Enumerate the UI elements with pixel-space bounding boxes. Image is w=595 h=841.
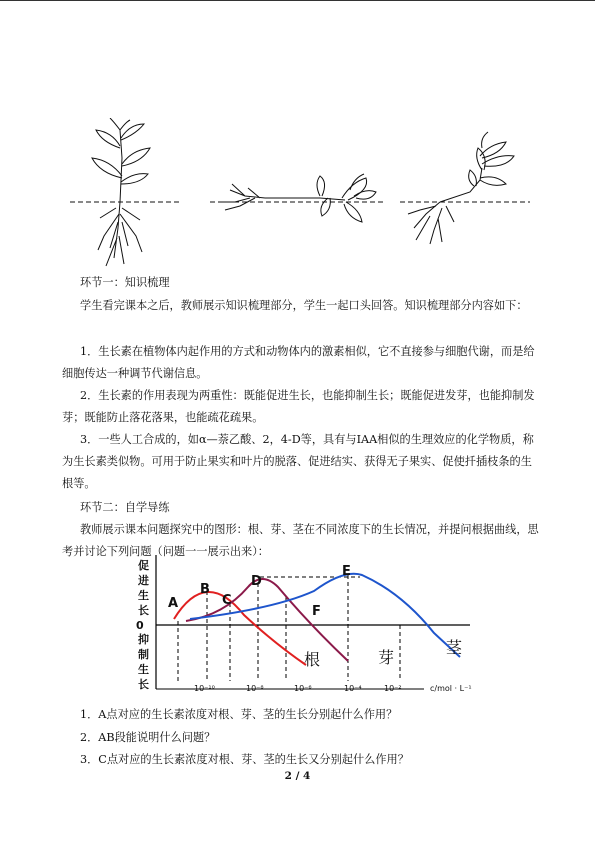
page-top-rule (0, 0, 595, 1)
knowledge-item-3: 3．一些人工合成的，如α—萘乙酸、2，4-D等，具有与IAA相似的生理效应的化学物质，称为生长素类似物。可用于防止果实和叶片的脱落、促进结实、获得无子果实、促使扦插枝条的生根等。 (62, 433, 534, 490)
zero-label: 0 (136, 619, 144, 632)
y-axis-label-char: 长 (138, 678, 149, 691)
page-number: 2 / 4 (284, 770, 311, 782)
auxin-concentration-chart (134, 553, 494, 701)
x-tick-label: 10⁻⁶ (294, 684, 312, 693)
knowledge-item-1: 1．生长素在植物体内起作用的方式和动物体内的激素相似，它不直接参与细胞代谢，而是给细胞传达一种调节代谢信息。 (62, 345, 535, 380)
point-e-label: E (342, 564, 351, 579)
question-3: 3．C点对应的生长素浓度对根、芽、茎的生长又分别起什么作用？ (80, 753, 409, 766)
point-a-label: A (168, 596, 179, 611)
y-axis-label-char: 长 (138, 604, 149, 617)
section2-intro: 教师展示课本问题探究中的图形：根、芽、茎在不同浓度下的生长情况，并提问根据曲线，思考并讨论下列问题（问题一一展示出来）： (62, 523, 539, 558)
point-d-label: D (251, 574, 262, 589)
point-b-label: B (200, 582, 210, 597)
section1-heading: 环节一：知识梳理 (80, 276, 170, 289)
point-c-label: C (222, 593, 232, 608)
y-axis-promote-label (137, 558, 149, 617)
point-f-label: F (312, 604, 321, 619)
stem-series-label: 茎 (446, 638, 463, 657)
bent-plant-drawing (400, 132, 530, 244)
dashed-guides (178, 575, 400, 681)
question-1: 1．A点对应的生长素浓度对根、芽、茎的生长分别起什么作用？ (80, 708, 398, 721)
y-axis-label-char: 促 (138, 559, 149, 572)
x-tick-label: 10⁻⁸ (246, 684, 264, 693)
plant-illustrations (70, 118, 530, 268)
y-axis-label-char: 进 (138, 574, 149, 587)
x-tick-label: 10⁻² (384, 684, 402, 693)
y-axis-inhibit-label (138, 632, 149, 691)
horizontal-plant-drawing (210, 174, 385, 222)
question-2: 2．AB段能说明什么问题？ (80, 731, 216, 744)
section1-intro: 学生看完课本之后，教师展示知识梳理部分，学生一起口头回答。知识梳理部分内容如下： (80, 299, 528, 312)
x-axis-unit-label: c/mol · L⁻¹ (430, 684, 472, 693)
root-series-label: 根 (304, 650, 321, 669)
y-axis-label-char: 抑 (138, 633, 149, 646)
y-axis-label-char: 生 (138, 589, 149, 602)
upright-plant-drawing (70, 118, 180, 266)
bud-series-label: 芽 (378, 648, 395, 667)
y-axis-label-char: 生 (138, 663, 149, 676)
x-tick-label: 10⁻¹⁰ (194, 684, 215, 693)
x-tick-label: 10⁻⁴ (344, 684, 362, 693)
stem-curve (190, 574, 460, 657)
y-axis-label-char: 制 (138, 648, 149, 661)
knowledge-item-2: 2．生长素的作用表现为两重性：既能促进生长，也能抑制生长；既能促进发芽，也能抑制发芽；既能防止落花落果，也能疏花疏果。 (62, 389, 535, 424)
section2-heading: 环节二：自学导练 (80, 501, 170, 514)
